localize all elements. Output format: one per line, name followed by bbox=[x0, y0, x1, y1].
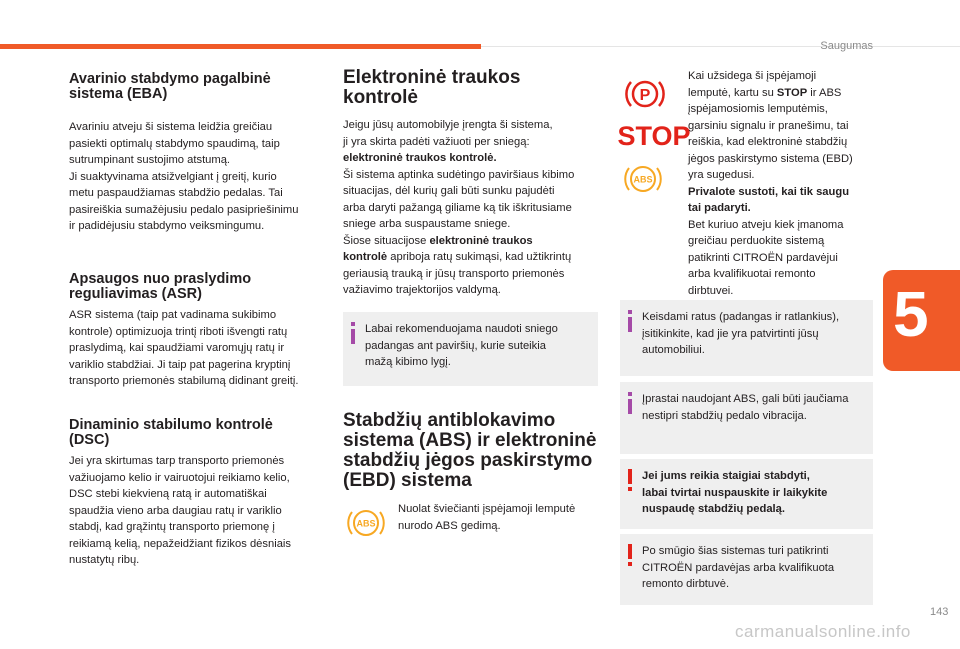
asr-body: ASR sistema (taip pat vadinama sukibimo kontrole) optimizuoja trintį riboti išvengti ratų praslydimą, kai spaudžiami varomųjų ratų ir variklio stabdžiai. Ji taip pat pagerina kryptinį transporto priemonės stabilumą didinant greitį. bbox=[69, 309, 299, 387]
note-tyres bbox=[620, 300, 873, 376]
info-icon bbox=[622, 391, 638, 415]
parking-brake-warning-icon bbox=[623, 76, 667, 112]
eba-section bbox=[69, 72, 329, 235]
asr-section bbox=[69, 272, 329, 390]
dsc-body: Jei yra skirtumas tarp transporto priemonės važiuojamo kelio ir vairuotojui reikiamo kelio, DSC stebi kiekvieną ratą ir automatiškai spaudžia vieno arba daugiau ratų ir variklio stabdį, kad grąžintų transporto priemonę į reikiamą kelią, nepažeidžiant fizikos dėsniais nustatytų ribų. bbox=[69, 455, 291, 566]
warning-after-impact bbox=[620, 534, 873, 605]
dsc-section bbox=[69, 418, 329, 569]
top-accent-bar bbox=[0, 44, 481, 49]
info-icon bbox=[345, 321, 361, 345]
eba-body: Avariniu atveju ši sistema leidžia greičiau pasiekti optimalų stabdymo spaudimą, taip sutrumpinant sustojimo atstumą. Ji suaktyvinama atsižvelgiant į greitį, kurio metu paspaudžiamas stabdžio pedalas. Tai pasireiškia sumažėjusiu pedalo pasipriešinimu ir padidėjusiu stabdymo veiksmingumu. bbox=[69, 121, 299, 232]
note-abs-vibration bbox=[620, 382, 873, 454]
info-icon bbox=[622, 309, 638, 333]
warning-impact-text: Po smūgio šias sistemas turi patikrinti CITROËN pardavėjas arba kvalifikuota remonto dirbtuvė. bbox=[642, 545, 835, 590]
warning-brake-text: Jei jums reikia staigiai stabdyti, labai tvirtai nuspauskite ir laikykite nuspaudę stabdžių pedalą. bbox=[642, 470, 828, 515]
note-vibration-text: Įprastai naudojant ABS, gali būti jaučiama nestipri stabdžių pedalo vibracija. bbox=[642, 393, 849, 422]
note-tyres-text: Keisdami ratus (padangas ir ratlankius), įsitikinkite, kad jie yra patvirtinti jūsų automobiliui. bbox=[642, 311, 840, 356]
exclamation-icon bbox=[622, 543, 638, 567]
section-title: Saugumas bbox=[820, 40, 873, 52]
etc-body: Jeigu jūsų automobilyje įrengta ši sistema, ji yra skirta padėti važiuoti per sniegą: elektroninė traukos kontrolė. Ši sistema aptinka sudėtingo paviršiaus kibimo situacijas, dėl kurių gali būti sunku pajudėti arba daryti pažangą giliame ką tik iškritusiame sniege arba suspaustame sniege. Šiose situacijose elektroninė traukos kontrolė apriboja ratų sukimąsi, kad užtikrintų geriausią trauką ir jūsų transporto priemonės važiavimo trajektorijos valdymą. bbox=[343, 119, 575, 296]
top-rule bbox=[481, 46, 960, 47]
etc-title: Elektroninė traukos kontrolė bbox=[343, 67, 521, 108]
abs-warning-lamp-icon bbox=[346, 505, 386, 541]
abs-title: Stabdžių antiblokavimo sistema (ABS) ir elektroninė stabdžių jėgos paskirstymo (EBD) sistema bbox=[343, 410, 597, 491]
svg-text:STOP: STOP bbox=[617, 121, 691, 151]
svg-text:ABS: ABS bbox=[356, 518, 376, 529]
exclamation-icon bbox=[622, 468, 638, 492]
ebd-warning-text: Kai užsidega ši įspėjamoji lemputė, kartu su STOP ir ABS įspėjamosiomis lemputėmis, garsiniu signalu ir pranešimu, tai reiškia, kad elektroninė stabdžių jėgos paskirstymo sistema (EBD) yra sugedusi. Privalote sustoti, kai tik saugu tai padaryti. Bet kuriuo atveju kiek įmanoma greičiau perduokite sistemą patikrinti CITROËN pardavėjui arba kvalifikuotai remonto dirbtuvei. bbox=[688, 70, 853, 297]
stop-warning-icon bbox=[617, 120, 691, 151]
svg-text:ABS: ABS bbox=[633, 174, 653, 185]
warning-emergency-braking bbox=[620, 459, 873, 529]
chapter-number: 5 bbox=[893, 278, 929, 350]
page-number: 143 bbox=[930, 606, 949, 618]
dsc-title: Dinaminio stabilumo kontrolė (DSC) bbox=[69, 417, 273, 448]
abs-body: Nuolat šviečianti įspėjamoji lemputė nurodo ABS gedimą. bbox=[398, 503, 576, 532]
asr-title: Apsaugos nuo praslydimo reguliavimas (ASR) bbox=[69, 271, 252, 302]
etc-section bbox=[343, 68, 605, 299]
note-snow-tyres bbox=[343, 312, 598, 386]
svg-text:P: P bbox=[639, 87, 651, 104]
eba-title: Avarinio stabdymo pagalbinė sistema (EBA) bbox=[69, 71, 271, 102]
abs-warning-icon bbox=[623, 161, 663, 197]
watermark: carmanualsonline.info bbox=[735, 622, 911, 641]
abs-section bbox=[343, 411, 605, 491]
note-snow-text: Labai rekomenduojama naudoti sniego padangas ant paviršių, kurie suteikia mažą kibimo lygį. bbox=[365, 323, 558, 368]
